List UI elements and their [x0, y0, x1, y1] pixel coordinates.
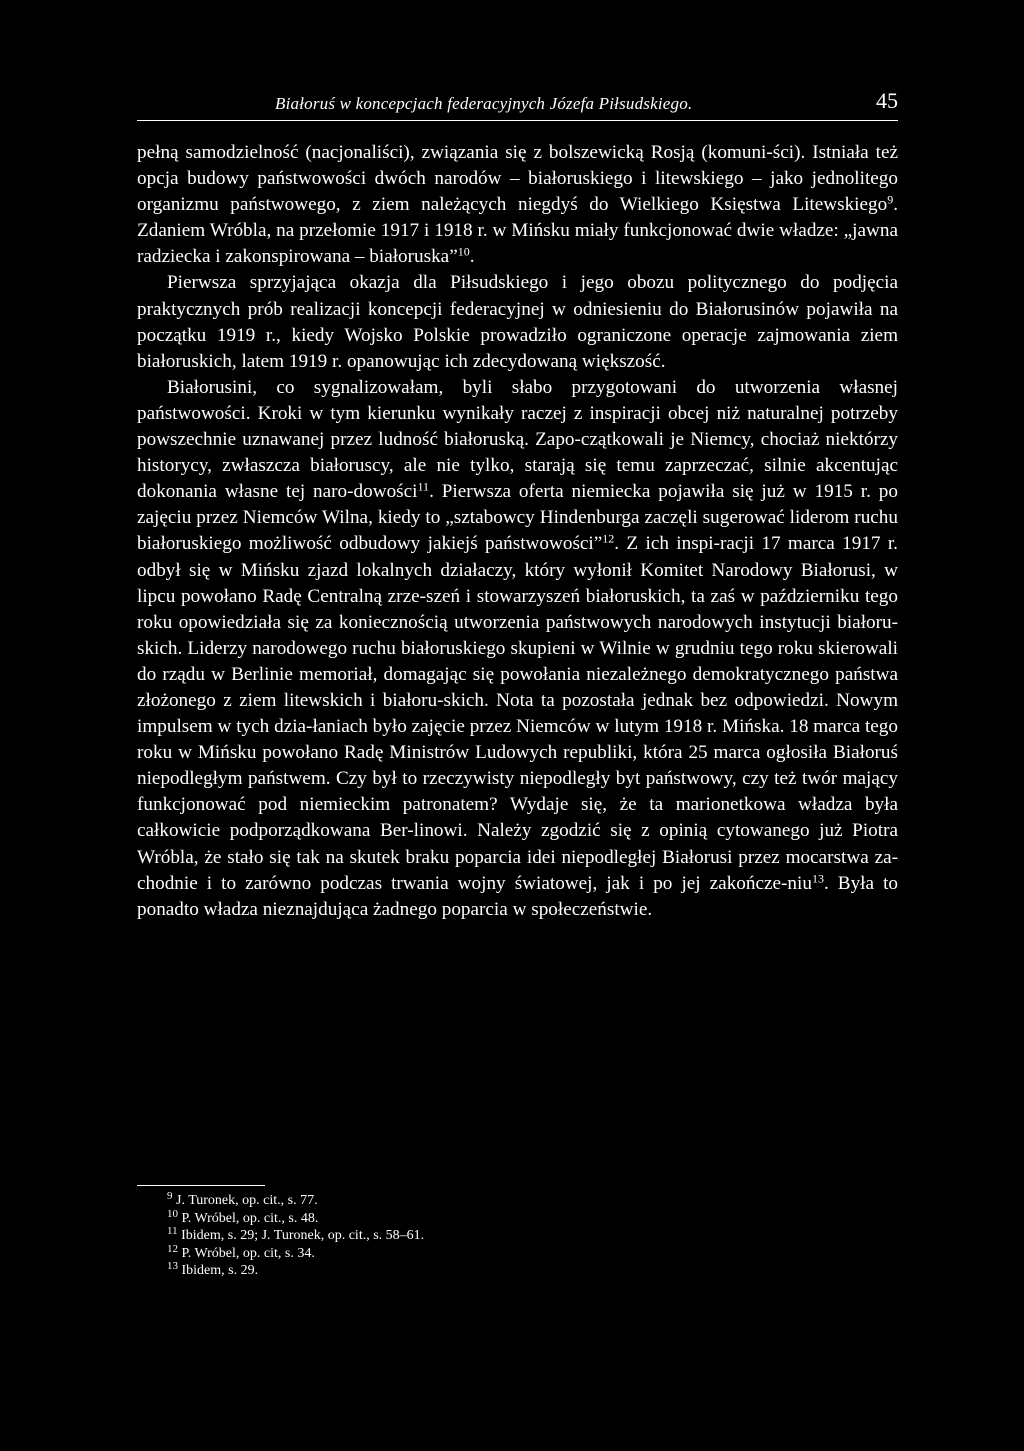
footnote-item	[167, 1227, 867, 1245]
footnote-number: 9	[167, 1190, 173, 1203]
footnote-number: 13	[167, 1260, 178, 1273]
footnote-text: Ibidem, s. 29.	[181, 1263, 259, 1279]
paragraph-3	[137, 375, 898, 923]
text-run: . Zdaniem Wróbla, na przełomie 1917 i 1918 r. w Mińsku miały funkcjonować dwie władze: „jawna radziecka i zakonspirowana – białoruska”	[137, 194, 898, 268]
paragraph-2	[137, 270, 898, 374]
footnote-ref[interactable]: 10	[457, 244, 470, 259]
header-rule	[137, 120, 898, 121]
footnote-text: P. Wróbel, op. cit., s. 48.	[181, 1210, 319, 1226]
footnote-ref[interactable]: 11	[417, 479, 430, 494]
footnote-ref[interactable]: 13	[811, 871, 824, 886]
text-run: Pierwsza sprzyjająca okazja dla Piłsudskiego i jego obozu politycznego do podjęcia praktycznych prób realizacji koncepcji federacyjnej w odniesieniu do Białorusinów pojawiła na początku 1919 r., kiedy Wojsko Polskie prowadziło ograniczone operacje zajmowania ziem białoruskich, latem 1919 r. opanowując ich zdecydowaną większość.	[137, 272, 898, 372]
footnote-text: J. Turonek, op. cit., s. 77.	[176, 1193, 318, 1208]
text-run: . Z ich inspi-racji 17 marca 1917 r. odbył się w Mińsku zjazd lokalnych działaczy, który wyłonił Komitet Narodowy Białorusi, w lipcu powołano Radę Centralną zrze-szeń i stowarzyszeń białoruskich, ta zaś w październiku tego roku opowiedziała się za koniecznością utworzenia państwowych narodowych instytucji białoru-skich. Liderzy narodowego ruchu białoruskiego skupieni w Wilnie w grudniu tego roku skierowali do rządu w Berlinie memoriał, domagając się powołania niezależnego demokratycznego państwa złożonego z ziem litewskich i białoru-skich. Nota ta pozostała jednak bez odpowiedzi. Nowym impulsem w tych dzia-łaniach było zajęcie przez Niemców w lutym 1918 r. Mińska. 18 marca tego roku w Mińsku powołano Radę Ministrów Ludowych republiki, która 25 marca ogłosiła Białoruś niepodległym państwem. Czy był to rzeczywisty niepodległy byt państwowy, czy też twór mający funkcjonować pod niemieckim patronatem? Wydaje się, że ta marionetkowa władza była całkowicie podporządkowana Ber-linowi. Należy zgodzić się z opinią cytowanego już Piotra Wróbla, że stało się tak na skutek braku poparcia idei niepodległej Białorusi przez mocarstwa za-chodnie i to zarówno podczas trwania wojny światowej, jak i po jej zakończe-niu	[137, 533, 898, 894]
text-run: pełną samodzielność (nacjonaliści), związania się z bolszewicką Rosją (komuni-ści). Istniała też opcja budowy państwowości dwóch narodów – białoruskiego i litewskiego – jako jednolitego organizmu państwowego, z ziem należących niegdyś do Wielkiego Księstwa Litewskiego	[137, 142, 898, 216]
footnote-item	[167, 1192, 867, 1210]
footnote-item	[167, 1262, 867, 1280]
page-number: 45	[876, 88, 898, 113]
paragraph-1	[137, 140, 898, 270]
footnote-text: P. Wróbel, op. cit, s. 34.	[181, 1245, 315, 1261]
body-text	[137, 140, 898, 923]
text-run: . Była to ponadto władza nieznajdująca żadnego poparcia w społeczeństwie.	[137, 872, 898, 920]
footnote-ref[interactable]: 9	[887, 192, 894, 207]
page-header	[137, 88, 898, 118]
footnote-number: 12	[167, 1242, 178, 1255]
running-title: Białoruś w koncepcjach federacyjnych Józefa Piłsudskiego.	[275, 94, 693, 113]
footnote-text: Ibidem, s. 29; J. Turonek, op. cit., s. 58–61.	[181, 1228, 425, 1244]
text-run: .	[469, 246, 475, 268]
footnote-item	[167, 1207, 867, 1228]
footnote-number: 11	[167, 1225, 178, 1238]
footnote-ref[interactable]: 12	[602, 531, 615, 546]
footnote-item	[167, 1242, 867, 1263]
text-run: . Pierwsza oferta niemiecka pojawiła się już w 1915 r. po zajęciu przez Niemców Wilna, kiedy to „sztabowcy Hindenburga zaczęli sugerować liderom ruchu białoruskiego możliwość odbudowy jakiejś państwowości”	[137, 481, 898, 555]
footnote-number: 10	[167, 1207, 178, 1220]
text-run: Białorusini, co sygnalizowałam, byli słabo przygotowani do utworzenia własnej państwowości. Kroki w tym kierunku wynikały raczej z inspiracji obcej niż naturalnej potrzeby powszechnie uznawanej przez ludność białoruską. Zapo-czątkowali je Niemcy, chociaż niektórzy historycy, zwłaszcza białoruscy, ale nie tylko, starają się temu zaprzeczać, silnie akcentując dokonania własne tej naro-dowości	[137, 376, 898, 503]
footnote-separator	[137, 1185, 265, 1186]
footnotes	[167, 1192, 867, 1280]
